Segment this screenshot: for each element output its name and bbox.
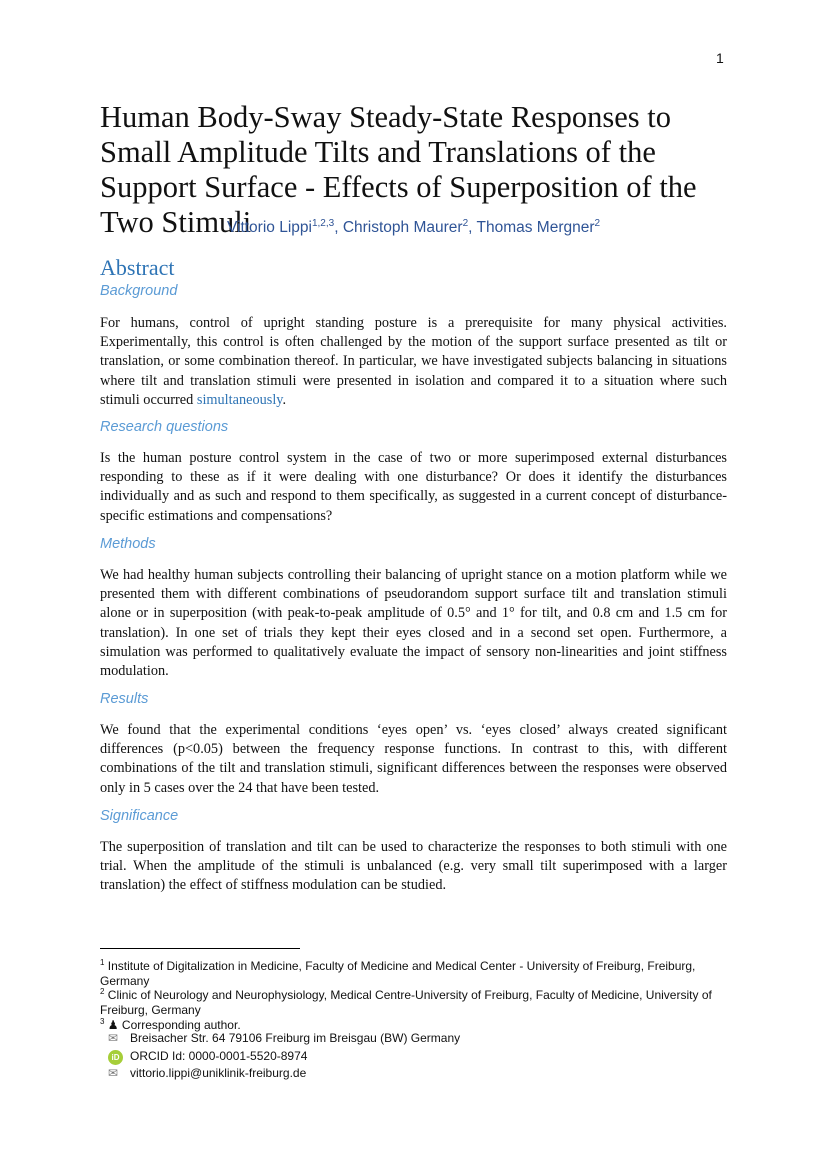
email-link[interactable]: vittorio.lippi@uniklinik-freiburg.de (130, 1066, 307, 1080)
contact-address (108, 1031, 460, 1045)
abstract-heading: Abstract (100, 255, 175, 280)
section-heading: Methods (100, 536, 156, 552)
author-list: Vittorio Lippi$^{1,2,3}$, Christoph Maurer$^2$, Thomas Mergner$^2$ (226, 218, 601, 237)
address-card-icon: ✉ (108, 1031, 119, 1045)
period: . (282, 391, 287, 408)
section-text: The superposition of translation and tilt can be used to characterize the responses to both stimuli with one trial. When the amplitude of the stimuli is unbalanced (e.g. very small tilt superimposed with a larger translation) the effect of stiffness modulation can be studied. (100, 839, 727, 894)
paragraph: For humans, control of upright standing posture is a prerequisite for many physical activities. Experimentally, this control is often challenged by the motion of the support surface presented as tilt or translation, or some combination thereof. In particular, we have investigated subjects balancing in situations where tilt and translation stimuli were presented in isolation and compared it to a situation where such stimuli occurred (100, 315, 727, 408)
footnote (100, 956, 730, 988)
footnote-mark: 1 (100, 958, 105, 967)
section-heading: Significance (100, 808, 179, 824)
author-affiliation: 1,2,3 (311, 218, 335, 229)
page-number: 1 (716, 50, 724, 66)
footnote-mark: 2 (100, 987, 105, 996)
footnote-text: Clinic of Neurology and Neurophysiology, Medical Centre-University of Freiburg, Faculty of Medicine, University of Freiburg, Germany (100, 988, 712, 1017)
footnote-mark: 3 (100, 1017, 105, 1026)
author-name: Thomas Mergner (476, 219, 595, 237)
contact-email (108, 1066, 306, 1080)
author-name: Vittorio Lippi (226, 219, 312, 237)
section-text: Is the human posture control system in the case of two or more superimposed external disturbances responding to these as if it were dealing with one disturbance? Or does it identify the disturbances individually and as such and respond to them specifically, as suggested in a current concept of disturbance-specific estimations and compensations? (100, 450, 727, 524)
footnote (100, 985, 730, 1017)
orcid-icon: iD (108, 1050, 123, 1065)
author-affiliation: 2 (462, 218, 469, 229)
footnote-divider (100, 948, 300, 949)
author-name: Christoph Maurer (342, 219, 463, 237)
section-heading: Results (100, 691, 149, 707)
section-text: We had healthy human subjects controlling their balancing of upright stance on a motion platform while we presented them with different combinations of pseudorandom support surface tilt and translation stimuli alone or in superposition (with peak-to-peak amplitude of 0.5° and 1° for tilt, and 0.8 cm and 1.5 cm for translation). In one set of trials they kept their eyes closed and in a second set open. Furthermore, a simulation was performed to qualitatively evaluate the impact of sensory non-linearities and joint stiffness modulation. (100, 567, 727, 680)
footnote (100, 1015, 730, 1033)
person-icon: ♟ (107, 1018, 119, 1032)
footnote-text: Corresponding author. (121, 1018, 241, 1032)
section-heading: Background (100, 283, 178, 299)
contact-orcid (108, 1049, 307, 1065)
section-text (100, 314, 727, 410)
paper-title: Human Body-Sway Steady-State Responses to Small Amplitude Tilts and Translations of the Support Surface - Effects of Superposition of the Two Stimuli (100, 100, 697, 239)
envelope-icon: ✉ (108, 1066, 119, 1080)
section-text: We found that the experimental conditions ‘eyes open’ vs. ‘eyes closed’ always created significant differences (p<0.05) between the frequency response functions. In contrast to this, with different combinations of the tilt and translation stimuli, significant differences between the responses were observed only in 5 cases over the 24 that have been tested. (100, 722, 727, 796)
orcid-text: ORCID Id: 0000-0001-5520-8974 (130, 1049, 308, 1063)
section-heading: Research questions (100, 419, 229, 435)
footnote-text: Institute of Digitalization in Medicine, Faculty of Medicine and Medical Center - University of Freiburg, Freiburg, Germany (100, 959, 696, 988)
author-affiliation: 2 (594, 218, 601, 229)
link-simultaneously[interactable]: simultaneously (196, 391, 283, 408)
address-text: Breisacher Str. 64 79106 Freiburg im Breisgau (BW) Germany (130, 1031, 461, 1045)
